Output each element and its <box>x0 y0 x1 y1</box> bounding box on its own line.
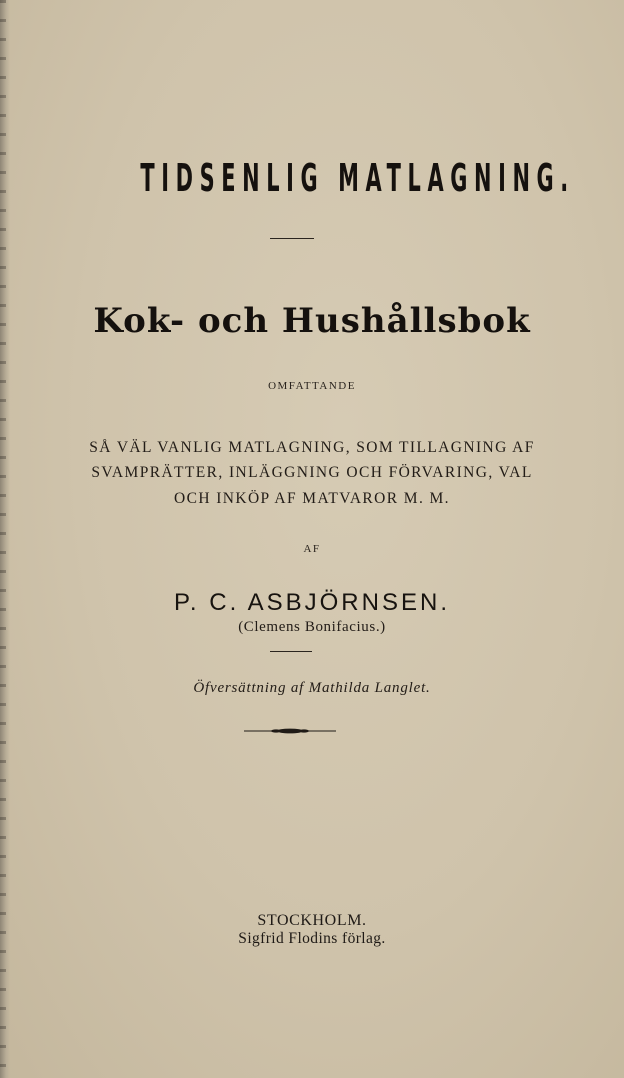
publication-city: STOCKHOLM. <box>257 912 367 929</box>
author-name: P. C. ASBJÖRNSEN. <box>174 589 450 616</box>
rule-under-title <box>270 238 314 239</box>
description-line-2: SVAMPRÄTTER, INLÄGGNING OCH FÖRVARING, VAL <box>91 464 533 481</box>
description-line-3: OCH INKÖP AF MATVAROR M. M. <box>174 490 450 507</box>
author-pseudonym: (Clemens Bonifacius.) <box>238 619 386 635</box>
translation-credit: Öfversättning af Mathilda Langlet. <box>193 680 431 696</box>
ornament-rule <box>244 725 336 737</box>
description-line-1: SÅ VÄL VANLIG MATLAGNING, SOM TILLAGNING AF <box>89 439 535 456</box>
af-label: AF <box>303 543 321 555</box>
book-subtitle: Kok- och Hushållsbok <box>93 301 531 341</box>
omfattande-label: OMFATTANDE <box>268 380 356 392</box>
publisher-name: Sigfrid Flodins förlag. <box>238 930 386 947</box>
rule-under-author <box>270 651 312 652</box>
book-title: TIDSENLIG MATLAGNING. <box>140 156 575 200</box>
